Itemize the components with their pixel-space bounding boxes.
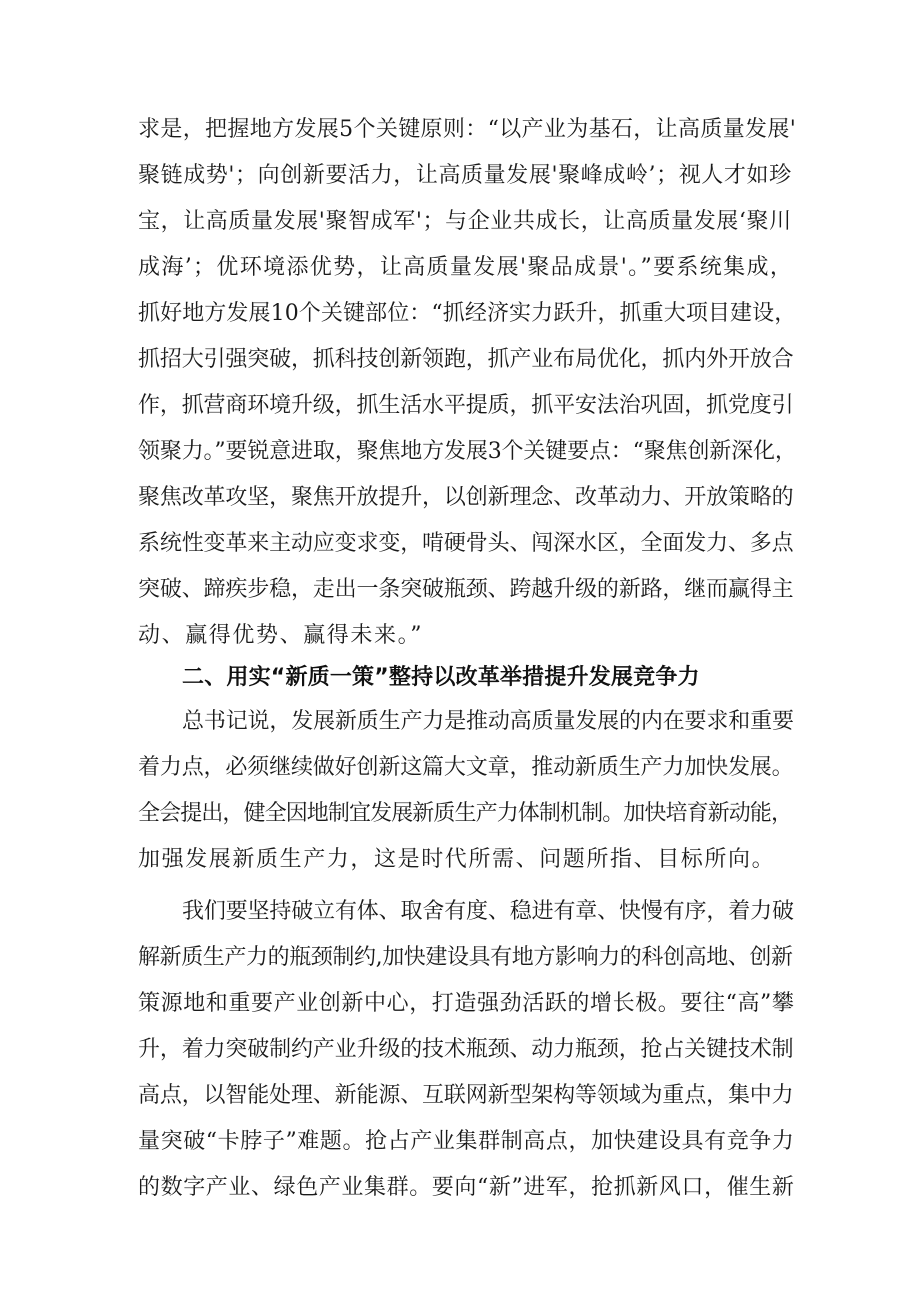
text-line: 宝，让高质量发展'聚智成军'；与企业共成长，让高质量发展‘聚川 bbox=[138, 209, 792, 234]
text-line: 我们要坚持破立有体、取舍有度、稳进有章、快慢有序，着力破 bbox=[182, 899, 794, 924]
text-line: 着力点，必须继续做好创新这篇大文章，推动新质生产力加快发展。 bbox=[138, 755, 794, 780]
text-line: 作，抓营商环境升级，抓生活水平提质，抓平安法治巩固，抓党度引 bbox=[138, 393, 794, 418]
text-line: 量突破“卡脖子”难题。抢占产业集群制高点，加快建设具有竞争力 bbox=[138, 1129, 795, 1154]
text-line: 抓招大引强突破，抓科技创新领跑，抓产业布局优化，抓内外开放合 bbox=[138, 347, 794, 372]
text-line: 成海’；优环境添优势，让高质量发展'聚品成景'。”要系统集成， bbox=[138, 255, 794, 280]
text-line: 总书记说，发展新质生产力是推动高质量发展的内在要求和重要 bbox=[182, 709, 794, 734]
text-line: 系统性变革来主动应变求变，啃硬骨头、闯深水区，全面发力、多点 bbox=[138, 531, 794, 556]
text-line: 聚链成势'；向创新要活力，让高质量发展'聚峰成岭’；视人才如珍 bbox=[138, 163, 792, 188]
text-line: 解新质生产力的瓶颈制约,加快建设具有地方影响力的科创高地、创新 bbox=[138, 945, 793, 970]
text-line: 求是，把握地方发展5个关键原则：“以产业为基石，让高质量发展' bbox=[138, 117, 797, 142]
text-line: 升，着力突破制约产业升级的技术瓶颈、动力瓶颈，抢占关键技术制 bbox=[138, 1037, 794, 1062]
text-line: 聚焦改革攻坚，聚焦开放提升，以创新理念、改革动力、开放策略的 bbox=[138, 485, 794, 510]
text-line: 的数字产业、绿色产业集群。要向“新”进军，抢抓新风口，催生新 bbox=[138, 1175, 795, 1200]
text-line: 策源地和重要产业创新中心，打造强劲活跃的增长极。要往“高”攀 bbox=[138, 991, 795, 1016]
text-line: 抓好地方发展10个关键部位：“抓经济实力跃升，抓重大项目建设， bbox=[138, 301, 797, 326]
text-line: 领聚力。”要锐意进取，聚焦地方发展3个关键要点：“聚焦创新深化， bbox=[138, 439, 797, 464]
text-line: 突破、蹄疾步稳，走出一条突破瓶颈、跨越升级的新路，继而赢得主 bbox=[138, 577, 794, 602]
text-line: 全会提出，健全因地制宜发展新质生产力体制机制。加快培育新动能， bbox=[138, 801, 793, 826]
text-line: 高点，以智能处理、新能源、互联网新型架构等领域为重点，集中力 bbox=[138, 1083, 794, 1108]
text-line: 动、赢得优势、赢得未来。” bbox=[138, 623, 424, 648]
section-heading: 二、用实“新质一策”整持以改革举措提升发展竞争力 bbox=[182, 665, 700, 690]
text-line: 加强发展新质生产力，这是时代所需、问题所指、目标所向。 bbox=[138, 847, 776, 872]
